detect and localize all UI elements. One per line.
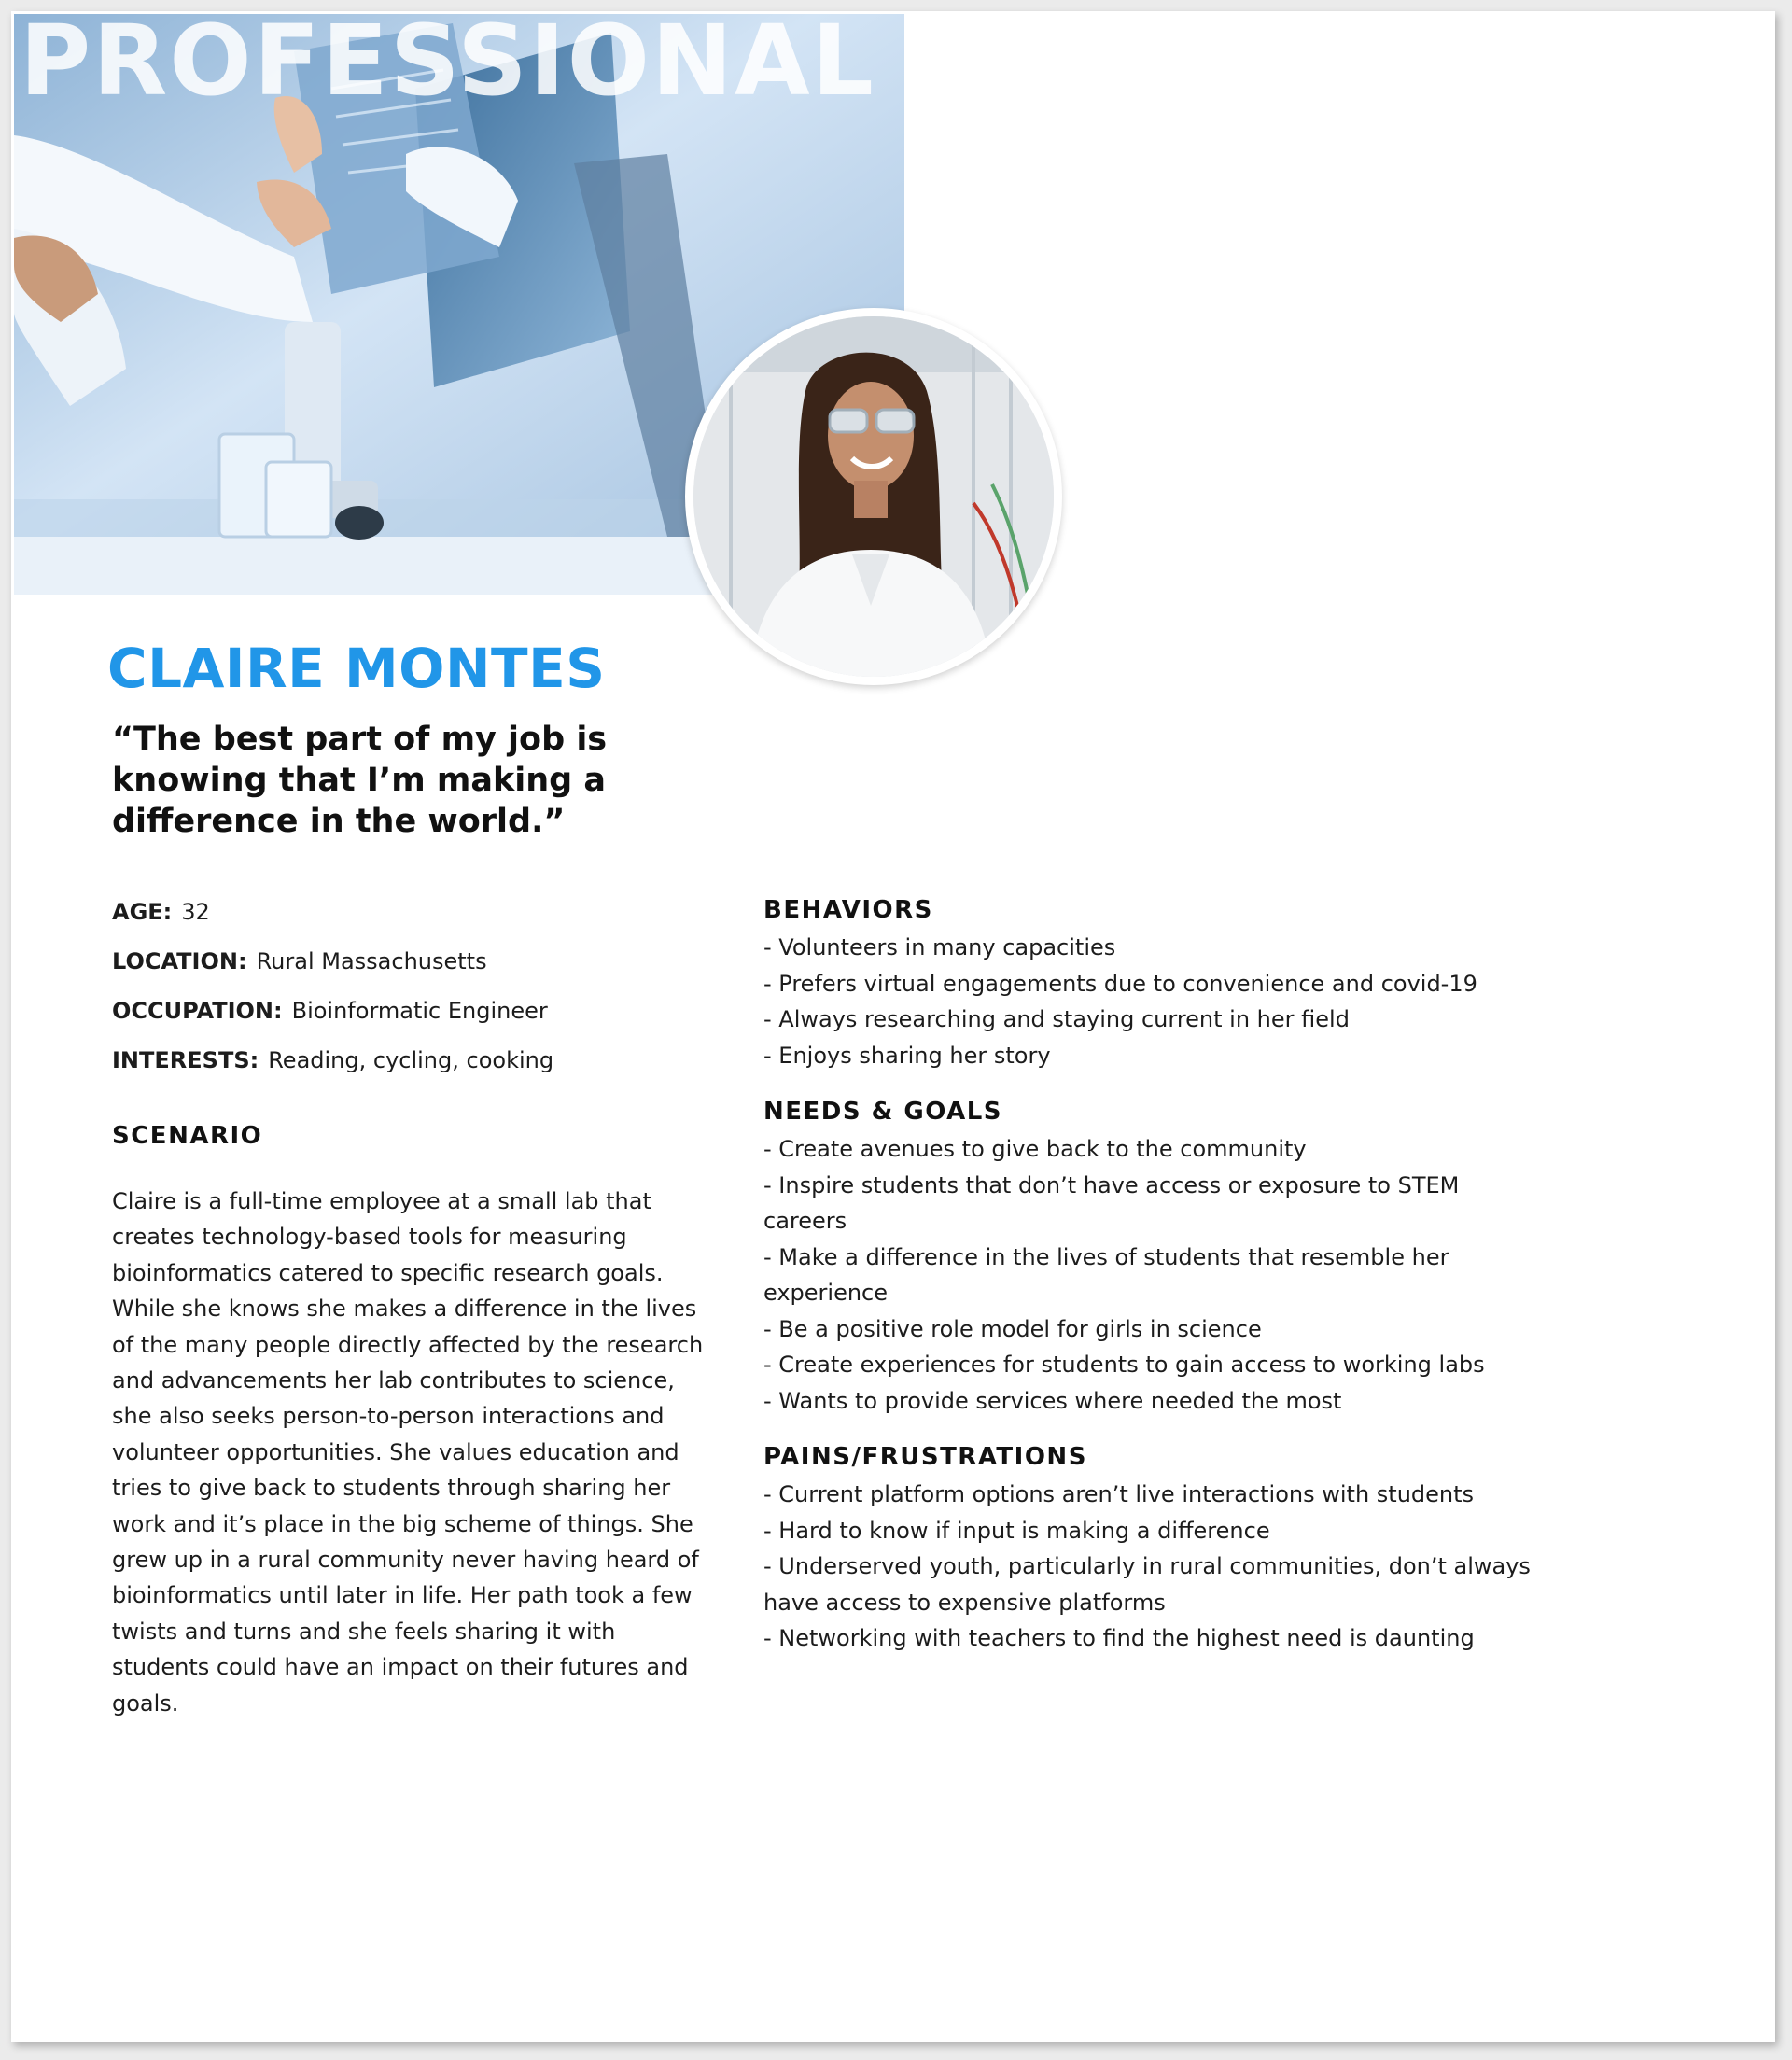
- list-item: - Current platform options aren’t live interactions with students: [763, 1481, 1475, 1507]
- fact-location-value: Rural Massachusetts: [256, 948, 487, 974]
- list-item: - Prefers virtual engagements due to convenience and covid-19: [763, 970, 1477, 997]
- pains-list: [763, 1477, 1547, 1657]
- persona-quote: “The best part of my job is knowing that I’m making a difference in the world.”: [112, 721, 608, 840]
- behaviors-list: [763, 930, 1547, 1073]
- list-item: - Wants to provide services where needed the most: [763, 1387, 1342, 1414]
- list-item: - Always researching and staying current in her field: [763, 1006, 1350, 1032]
- list-item: - Networking with teachers to find the highest need is daunting: [763, 1625, 1475, 1651]
- behaviors-section: [763, 894, 1547, 1073]
- persona-avatar: [685, 308, 1062, 685]
- avatar-portrait-illustration: [693, 316, 1054, 677]
- needs-goals-list: [763, 1131, 1547, 1419]
- fact-age: [112, 898, 728, 926]
- scenario-title: SCENARIO: [112, 1122, 263, 1150]
- hero-overlay-word: PROFESSIONAL: [20, 14, 875, 118]
- scenario-body: Claire is a full-time employee at a small lab that creates technology-based tools for measuring bioinformatics catered to specific research goals. While she knows she makes a difference in the lives of the many people directly affected by the research and advancements her lab contributes to science, she also seeks person-to-person interactions and volunteer opportunities. She values education and tries to give back to students through sharing her work and it’s place in the big scheme of things. She grew up in a rural community never having heard of bioinformatics until later in life. Her path took a few twists and turns and she feels sharing it with students could have an impact on their futures and goals.: [112, 1188, 704, 1717]
- list-item: - Inspire students that don’t have access or exposure to STEM careers: [763, 1171, 1460, 1234]
- persona-sheet: [11, 11, 1775, 2042]
- behaviors-title: BEHAVIORS: [763, 896, 933, 924]
- needs-goals-section: [763, 1096, 1547, 1419]
- needs-goals-title: NEEDS & GOALS: [763, 1098, 1003, 1126]
- persona-facts: [112, 898, 728, 1096]
- pains-title: PAINS/FRUSTRATIONS: [763, 1443, 1087, 1471]
- fact-interests: [112, 1046, 728, 1074]
- fact-occupation-label: OCCUPATION:: [112, 998, 283, 1024]
- fact-interests-label: INTERESTS:: [112, 1047, 259, 1073]
- fact-age-label: AGE:: [112, 899, 173, 925]
- list-item: - Create avenues to give back to the community: [763, 1136, 1307, 1162]
- pains-section: [763, 1441, 1547, 1657]
- scenario-section: [112, 1120, 728, 1721]
- fact-age-value: 32: [181, 899, 210, 925]
- list-item: - Make a difference in the lives of students that resemble her experience: [763, 1243, 1449, 1306]
- list-item: - Create experiences for students to gain access to working labs: [763, 1352, 1485, 1378]
- fact-location: [112, 947, 728, 975]
- fact-interests-value: Reading, cycling, cooking: [268, 1047, 554, 1073]
- list-item: - Volunteers in many capacities: [763, 934, 1116, 960]
- right-column: [763, 894, 1547, 1679]
- list-item: - Hard to know if input is making a difference: [763, 1517, 1270, 1544]
- fact-occupation-value: Bioinformatic Engineer: [291, 998, 548, 1024]
- persona-name: CLAIRE MONTES: [107, 637, 606, 700]
- fact-location-label: LOCATION:: [112, 948, 247, 974]
- list-item: - Be a positive role model for girls in science: [763, 1315, 1262, 1342]
- fact-occupation: [112, 997, 728, 1025]
- list-item: - Enjoys sharing her story: [763, 1042, 1051, 1069]
- list-item: - Underserved youth, particularly in rural communities, don’t always have access to expensive platforms: [763, 1553, 1531, 1616]
